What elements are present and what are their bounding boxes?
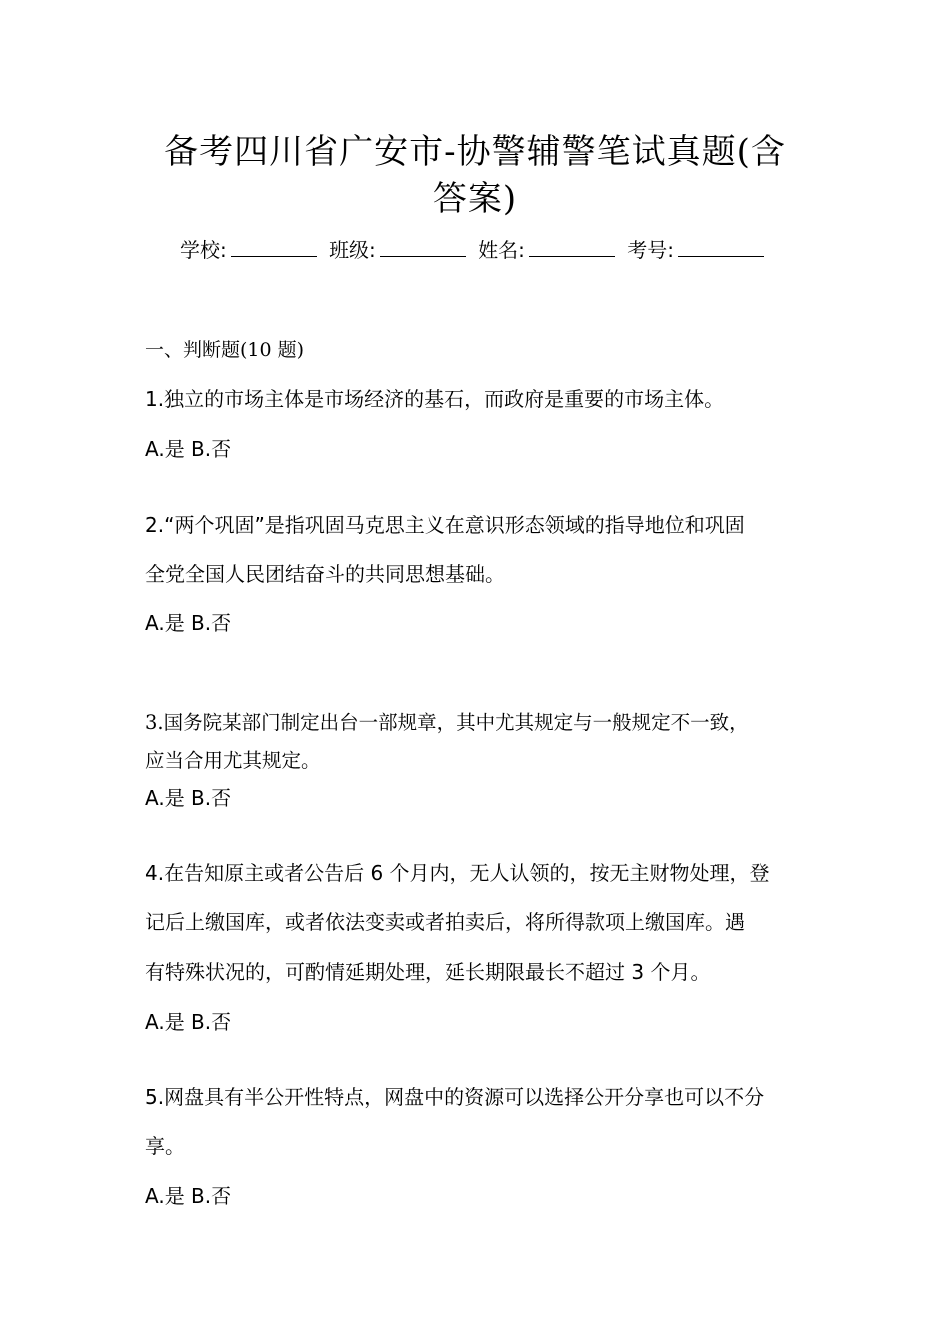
question-5-options: A.是 B.否 (145, 1184, 232, 1208)
school-label: 学校: (179, 238, 227, 262)
question-2-line-1: 2.“两个巩固”是指巩固马克思主义在意识形态领域的指导地位和巩固 (145, 513, 745, 537)
name-blank (529, 237, 615, 257)
question-5-line-2: 享。 (145, 1134, 185, 1158)
question-5-line-1: 5.网盘具有半公开性特点，网盘中的资源可以选择公开分享也可以不分 (145, 1085, 765, 1109)
class-blank (380, 237, 466, 257)
question-2-options: A.是 B.否 (145, 611, 232, 635)
document-title-line-2: 答案) (432, 179, 518, 219)
question-4-options: A.是 B.否 (145, 1010, 232, 1034)
section-heading: 一、判断题(10 题) (145, 339, 305, 361)
question-1-options: A.是 B.否 (145, 437, 232, 461)
class-label: 班级: (329, 238, 376, 262)
document-title-line-1: 备考四川省广安市-协警辅警笔试真题(含 (164, 132, 786, 172)
question-4-line-1: 4.在告知原主或者公告后 6 个月内，无人认领的，按无主财物处理，登 (145, 861, 770, 885)
question-3-options: A.是 B.否 (145, 786, 232, 810)
name-label: 姓名: (478, 238, 525, 262)
question-3-line-2: 应当合用尤其规定。 (145, 749, 321, 772)
question-4-line-3: 有特殊状况的，可酌情延期处理，延长期限最长不超过 3 个月。 (145, 960, 711, 984)
question-1-line-1: 1.独立的市场主体是市场经济的基石，而政府是重要的市场主体。 (145, 387, 725, 411)
exam-number-blank (678, 237, 764, 257)
question-2-line-2: 全党全国人民团结奋斗的共同思想基础。 (145, 562, 505, 586)
question-3-line-1: 3.国务院某部门制定出台一部规章，其中尤其规定与一般规定不一致， (145, 711, 749, 734)
exam-number-label: 考号: (627, 238, 675, 262)
school-blank (231, 237, 317, 257)
question-4-line-2: 记后上缴国库，或者依法变卖或者拍卖后，将所得款项上缴国库。遇 (145, 910, 745, 934)
student-info-row (0, 235, 950, 265)
